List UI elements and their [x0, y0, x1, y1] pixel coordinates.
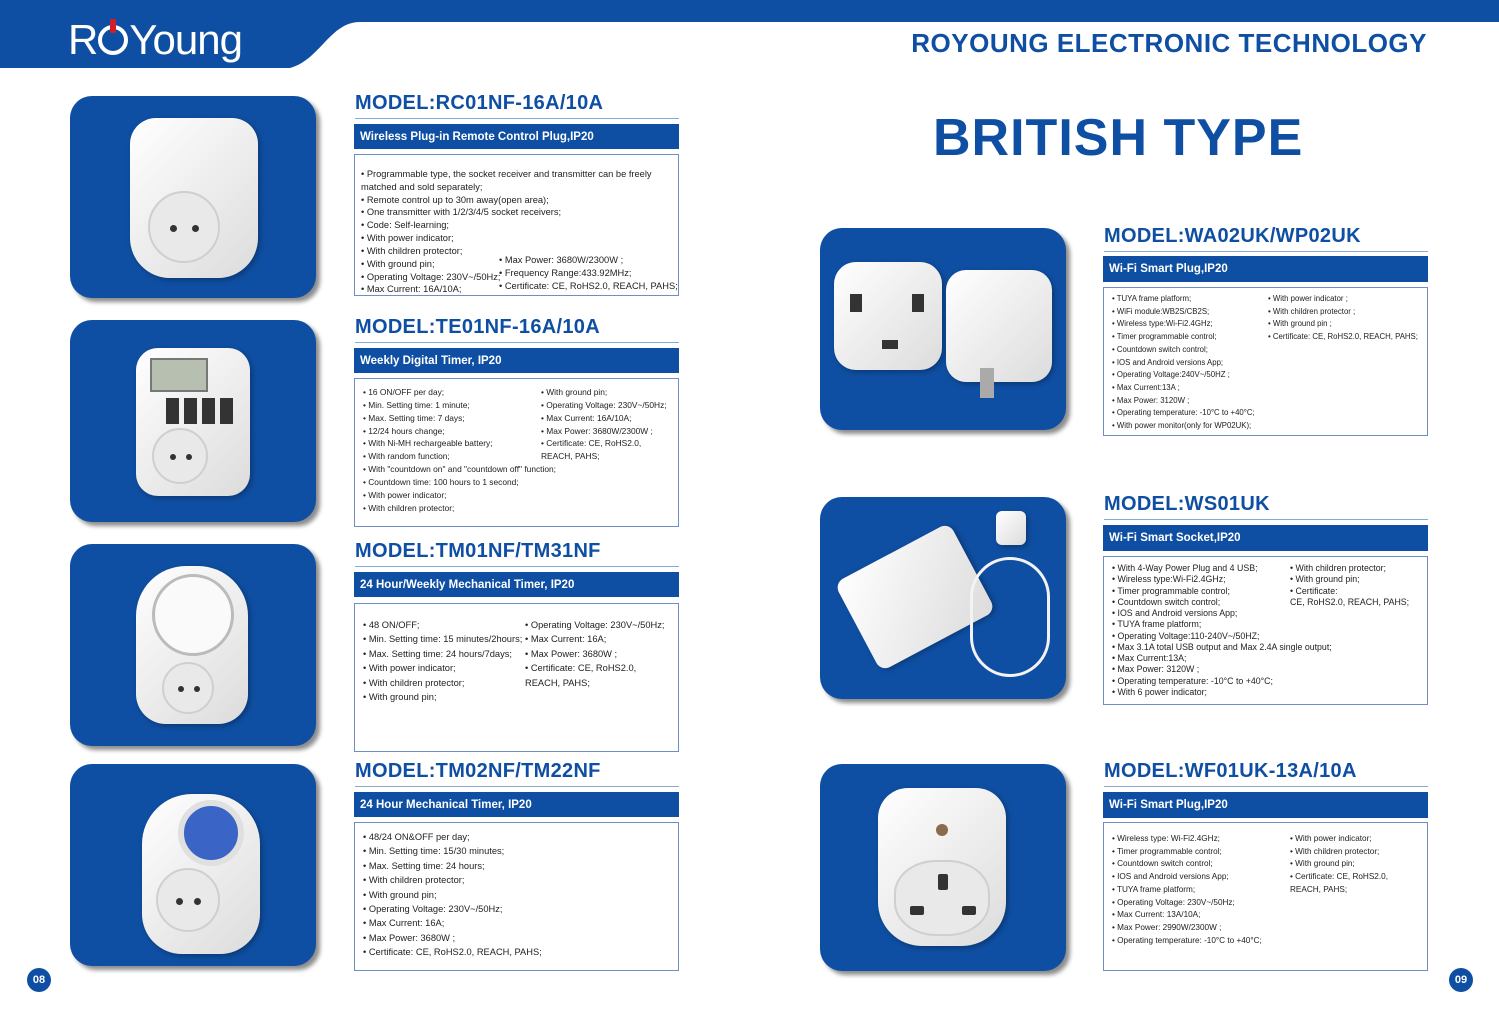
spec-item: • With ground pin ; [1268, 319, 1332, 329]
spec-item: • 48/24 ON&OFF per day; [363, 832, 470, 842]
spec-item: • With ground pin; [541, 387, 608, 397]
spec-item: • Max Power: 3680W ; [525, 648, 618, 659]
spec-item: • With children protector; [1290, 846, 1380, 856]
spec-item: • Countdown switch control; [1112, 596, 1221, 607]
spec-item: • TUYA frame platform; [1112, 619, 1202, 630]
spec-item: • Operating Voltage: 230V~/50Hz; [363, 904, 503, 915]
spec-item: • Min. Setting time: 1 minute; [363, 399, 470, 410]
product-photo-te01 [70, 320, 316, 522]
spec-item: • Max Current: 16A; [363, 918, 445, 929]
spec-item: • One transmitter with 1/2/3/4/5 socket receivers; [361, 207, 562, 218]
spec-item: • With children protector; [363, 875, 465, 886]
product-photo-rc01 [70, 96, 316, 298]
spec-item: • Operating Voltage: 230V~/50Hz; [1112, 897, 1235, 907]
spec-item: • With power indicator; [1290, 834, 1372, 843]
spec-item: • Operating temperature: -10°C to +40°C; [1112, 935, 1262, 945]
spec-item: • Timer programmable control; [1112, 332, 1217, 342]
subtitle-wa02: Wi-Fi Smart Plug,IP20 [1103, 256, 1428, 282]
company-logo: R Young [68, 16, 242, 63]
subtitle-ws01: Wi-Fi Smart Socket,IP20 [1103, 525, 1428, 551]
spec-box-te01 [354, 378, 679, 527]
spec-item: • Max Current:13A ; [1112, 382, 1180, 392]
spec-item: • Min. Setting time: 15 minutes/2hours; [363, 634, 523, 645]
subtitle-te01: Weekly Digital Timer, IP20 [354, 348, 679, 373]
spec-item: • IOS and Android versions App; [1112, 608, 1238, 618]
page-title: BRITISH TYPE [933, 109, 1304, 167]
subtitle-tm02: 24 Hour Mechanical Timer, IP20 [354, 792, 679, 817]
spec-item: • With 4-Way Power Plug and 4 USB; [1112, 563, 1258, 573]
spec-item: • 48 ON/OFF; [363, 620, 420, 630]
subtitle-wf01: Wi-Fi Smart Plug,IP20 [1103, 792, 1428, 818]
spec-item: • Certificate: [1290, 585, 1338, 596]
spec-right-tm01 [525, 618, 664, 690]
spec-item: • Certificate: CE, RoHS2.0, REACH, PAHS; [499, 280, 678, 291]
spec-item: • Operating temperature: -10°C to +40°C; [1112, 675, 1273, 686]
spec-item: • With Ni-MH rechargeable battery; [363, 438, 493, 449]
spec-item: • With children protector; [363, 502, 455, 513]
model-wa02: MODEL:WA02UK/WP02UK [1104, 225, 1428, 252]
spec-item: • Code: Self-learning; [361, 220, 450, 231]
spec-item: • Certificate: CE, RoHS2.0, [541, 438, 642, 449]
spec-item: • Max Current: 16A/10A; [541, 412, 632, 423]
spec-left-te01 [363, 386, 556, 515]
spec-item: • Countdown time: 100 hours to 1 second; [363, 477, 519, 488]
spec-right-rc01 [499, 254, 678, 292]
spec-item: • TUYA frame platform; [1112, 294, 1192, 303]
spec-item: • Operating Voltage: 230V~/50Hz; [525, 620, 665, 630]
model-te01: MODEL:TE01NF-16A/10A [355, 316, 679, 343]
spec-item: REACH, PAHS; [541, 451, 600, 462]
spec-left-wf01 [1112, 833, 1262, 947]
spec-item: • With power indicator; [363, 489, 447, 500]
spec-box-wa02 [1103, 287, 1428, 436]
spec-left-tm01 [363, 618, 522, 704]
spec-item: • Max Power: 3120W ; [1112, 395, 1190, 405]
page-number-right: 09 [1449, 968, 1473, 992]
model-ws01: MODEL:WS01UK [1104, 493, 1428, 520]
spec-item: • Operating Voltage:240V~/50HZ ; [1112, 370, 1230, 380]
spec-item: • 16 ON/OFF per day; [363, 387, 445, 397]
spec-item: • 12/24 hours change; [363, 425, 445, 436]
spec-item: • Operating Voltage:110-240V~/50HZ; [1112, 630, 1260, 641]
spec-item: • Programmable type, the socket receiver and transmitter can be freely [361, 169, 652, 179]
model-tm01: MODEL:TM01NF/TM31NF [355, 540, 679, 567]
spec-item: • With power indicator ; [1268, 294, 1348, 303]
page-number-left: 08 [27, 968, 51, 992]
spec-item: CE, RoHS2.0, REACH, PAHS; [1290, 596, 1410, 607]
spec-item: • With children protector; [361, 245, 463, 256]
spec-item: • Max Power: 3680W/2300W ; [499, 255, 624, 265]
spec-item: • Certificate: CE, RoHS2.0, [1290, 872, 1388, 882]
spec-item: • WiFi module:WB2S/CB2S; [1112, 306, 1210, 316]
model-rc01: MODEL:RC01NF-16A/10A [355, 92, 679, 119]
spec-item: • Max Power: 2990W/2300W ; [1112, 922, 1222, 932]
spec-item: • Certificate: CE, RoHS2.0, REACH, PAHS; [363, 947, 542, 958]
spec-item: • With children protector; [363, 677, 465, 688]
spec-left-wa02 [1112, 293, 1255, 433]
spec-item: • Certificate: CE, RoHS2.0, [525, 663, 637, 674]
spec-item: • Remote control up to 30m away(open area); [361, 194, 549, 205]
spec-item: • Operating temperature: -10°C to +40°C; [1112, 408, 1255, 418]
spec-item: • Wireless type:Wi-Fi2.4GHz; [1112, 319, 1213, 329]
spec-right-te01 [541, 386, 667, 463]
spec-right-ws01 [1290, 563, 1409, 608]
spec-item: • With children protector; [1290, 563, 1386, 573]
model-wf01: MODEL:WF01UK-13A/10A [1104, 760, 1428, 787]
spec-item: • Frequency Range:433.92MHz; [499, 267, 632, 278]
product-photo-wa02 [820, 228, 1066, 430]
spec-item: • Operating Voltage: 230V~/50Hz; [361, 271, 501, 282]
spec-item: • With ground pin; [363, 889, 437, 900]
spec-left-tm02 [363, 830, 542, 960]
spec-item: • Timer programmable control; [1112, 585, 1230, 596]
spec-item: • Max Power: 3680W ; [363, 932, 456, 943]
spec-item: • With power indicator; [361, 233, 454, 244]
spec-item: • Max. Setting time: 24 hours; [363, 860, 485, 871]
subtitle-rc01: Wireless Plug-in Remote Control Plug,IP20 [354, 124, 679, 149]
spec-item: • With ground pin; [1290, 574, 1360, 585]
product-photo-ws01 [820, 497, 1066, 699]
spec-box-wf01 [1103, 822, 1428, 971]
power-icon [98, 25, 128, 55]
spec-item: • Countdown switch control; [1112, 344, 1208, 354]
spec-item: • Wireless type: Wi-Fi2.4GHz; [1112, 834, 1220, 843]
spec-item: • Certificate: CE, RoHS2.0, REACH, PAHS; [1268, 332, 1418, 342]
spec-item: • Max 3.1A total USB output and Max 2.4A single output; [1112, 641, 1332, 652]
product-photo-tm01 [70, 544, 316, 746]
spec-item: • IOS and Android versions App; [1112, 357, 1224, 367]
spec-box-ws01 [1103, 556, 1428, 705]
spec-box-rc01 [354, 154, 679, 296]
spec-item: • Max Current: 13A/10A; [1112, 910, 1201, 920]
spec-box-tm01 [354, 603, 679, 752]
spec-item: • With power indicator; [363, 663, 456, 674]
spec-item: • Max Power: 3120W ; [1112, 664, 1200, 675]
spec-item: • Min. Setting time: 15/30 minutes; [363, 846, 505, 857]
spec-item: • Operating Voltage: 230V~/50Hz; [541, 399, 667, 410]
spec-item: • With ground pin; [361, 258, 435, 269]
spec-item: • IOS and Android versions App; [1112, 872, 1229, 882]
spec-item: • With ground pin; [1290, 859, 1355, 869]
product-photo-tm02 [70, 764, 316, 966]
spec-item: • With children protector ; [1268, 306, 1356, 316]
spec-box-tm02 [354, 822, 679, 971]
spec-item: REACH, PAHS; [1290, 884, 1348, 894]
spec-item: • With "countdown on" and "countdown off" function; [363, 464, 556, 475]
spec-item: • Max Current: 16A; [525, 634, 607, 645]
spec-item: • With ground pin; [363, 692, 437, 703]
spec-item: • Max Current:13A; [1112, 653, 1187, 663]
spec-item: • Max. Setting time: 24 hours/7days; [363, 648, 512, 659]
spec-item: • With random function; [363, 451, 450, 462]
model-tm02: MODEL:TM02NF/TM22NF [355, 760, 679, 787]
spec-right-wf01 [1290, 833, 1388, 897]
spec-item: REACH, PAHS; [525, 677, 590, 688]
spec-item: • With power monitor(only for WP02UK); [1112, 421, 1252, 431]
product-photo-wf01 [820, 764, 1066, 971]
spec-item: • Max. Setting time: 7 days; [363, 412, 465, 423]
spec-item: • Max Current: 16A/10A; [361, 284, 462, 295]
subtitle-tm01: 24 Hour/Weekly Mechanical Timer, IP20 [354, 572, 679, 597]
spec-item: matched and sold separately; [361, 181, 483, 192]
spec-item: • Max Power: 3680W/2300W ; [541, 425, 653, 436]
spec-item: • Wireless type:Wi-Fi2.4GHz; [1112, 574, 1226, 585]
spec-item: • TUYA frame platform; [1112, 884, 1196, 894]
spec-item: • Countdown switch control; [1112, 859, 1213, 869]
spec-item: • Timer programmable control; [1112, 846, 1222, 856]
spec-right-wa02 [1268, 293, 1418, 344]
brand-name: ROYOUNG ELECTRONIC TECHNOLOGY [911, 28, 1427, 58]
spec-item: • With 6 power indicator; [1112, 686, 1207, 697]
